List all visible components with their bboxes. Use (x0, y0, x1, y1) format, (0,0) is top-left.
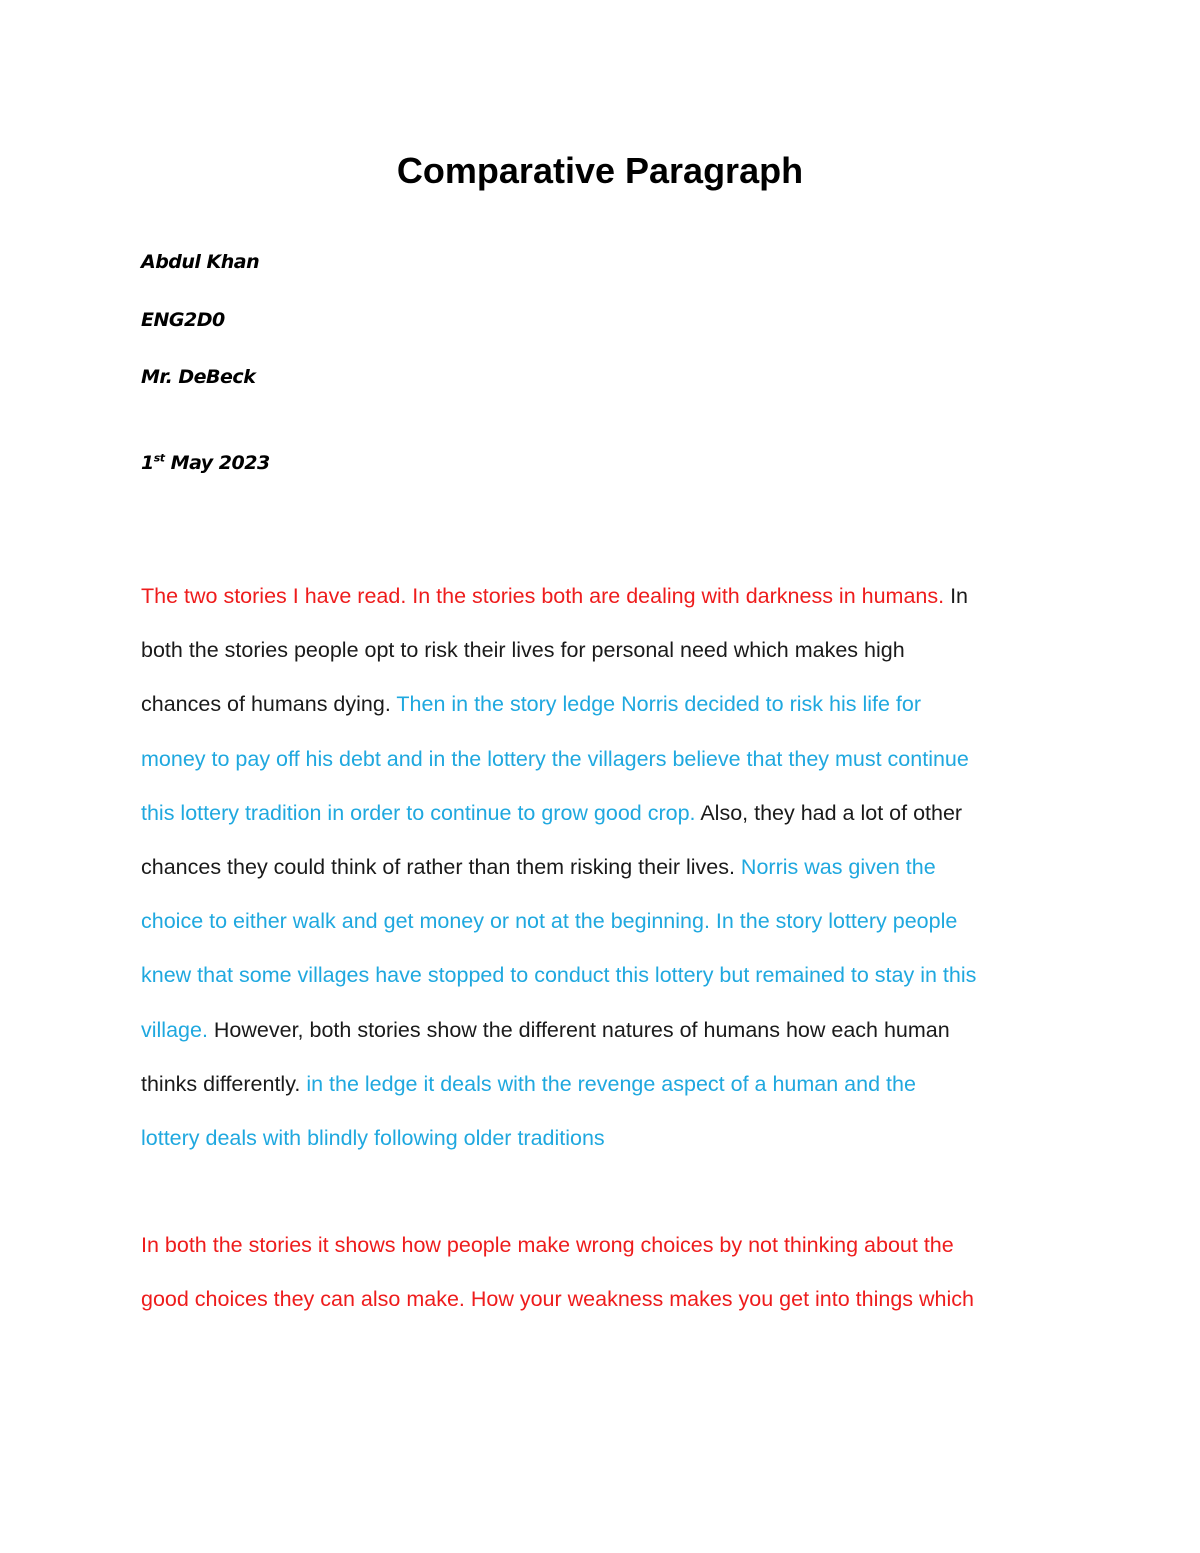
black-text-segment: chances they could think of rather than them risking their lives. (141, 855, 741, 880)
text-line (141, 569, 1061, 623)
blue-text-segment: in the ledge it deals with the revenge aspect of a human and the (306, 1071, 916, 1096)
text-line (141, 894, 1061, 948)
black-text-segment: thinks differently. (141, 1071, 307, 1096)
teacher-name: Mr. DeBeck (141, 366, 256, 388)
red-text-segment: The two stories I have read. In the stories both are dealing with darkness in humans. (141, 584, 945, 608)
paragraph-1 (141, 569, 1061, 1165)
text-line (141, 1057, 1061, 1111)
text-line (141, 732, 1061, 786)
text-line (141, 786, 1061, 840)
text-line (141, 948, 1061, 1002)
date-suffix: st (153, 451, 165, 465)
blue-text-segment: lottery deals with blindly following older traditions (141, 1126, 605, 1151)
text-line (141, 1111, 1061, 1165)
blue-text-segment: village. (141, 1017, 214, 1042)
blue-text-segment: choice to either walk and get money or not at the beginning. In the story lottery people (141, 909, 958, 934)
black-text-segment: Also, they had a lot of other (700, 800, 963, 825)
text-line (141, 1003, 1061, 1057)
blue-text-segment: Then in the story ledge Norris decided to risk his life for (396, 692, 921, 717)
text-line (141, 623, 1061, 677)
document-title: Comparative Paragraph (396, 150, 804, 191)
paragraph-2 (141, 1218, 1061, 1326)
red-text-segment: good choices they can also make. How your weakness makes you get into things which (141, 1287, 974, 1312)
course-code: ENG2D0 (141, 309, 225, 331)
black-text-segment: chances of humans dying. (141, 692, 397, 717)
text-line (141, 1272, 1061, 1326)
blue-text-segment: Norris was given the (740, 855, 936, 880)
black-text-segment: However, both stories show the different natures of humans how each human (213, 1017, 950, 1042)
blue-text-segment: this lottery tradition in order to continue to grow good crop. (141, 800, 701, 825)
black-text-segment: both the stories people opt to risk their lives for personal need which makes high (141, 638, 905, 663)
document-date (141, 450, 270, 476)
red-text-segment: In both the stories it shows how people make wrong choices by not thinking about the (141, 1233, 954, 1257)
black-text-segment: In (944, 584, 969, 608)
blue-text-segment: knew that some villages have stopped to conduct this lottery but remained to stay in this (141, 963, 977, 988)
blue-text-segment: money to pay off his debt and in the lottery the villagers believe that they must continue (141, 746, 969, 771)
text-line (141, 677, 1061, 731)
date-day: 1 (141, 452, 154, 474)
text-line (141, 840, 1061, 894)
author-name: Abdul Khan (141, 251, 260, 273)
date-rest: May 2023 (164, 452, 270, 474)
text-line (141, 1218, 1061, 1272)
